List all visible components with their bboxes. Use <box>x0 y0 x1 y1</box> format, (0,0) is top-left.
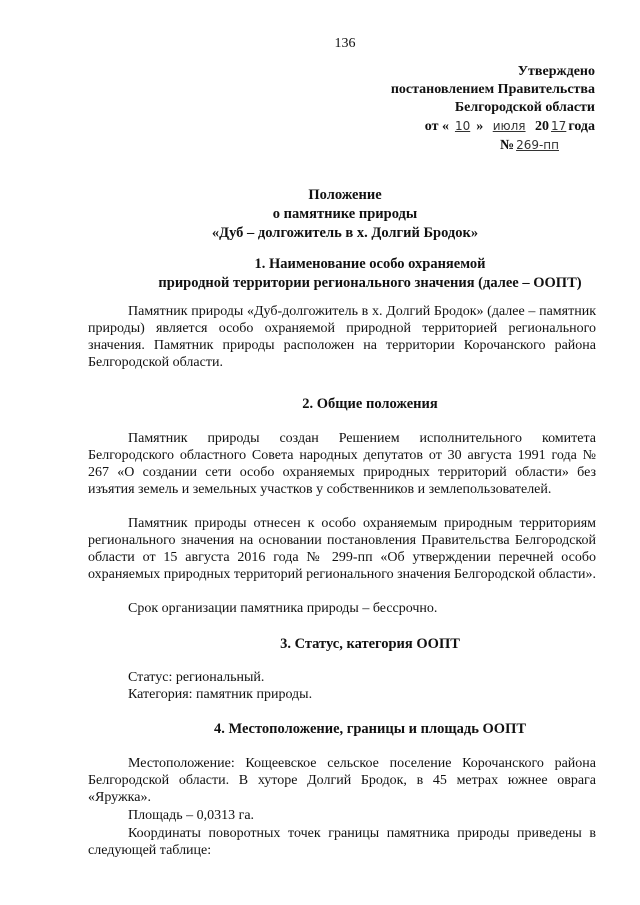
approval-line-2: постановлением Правительства <box>390 82 595 97</box>
section-2-paragraph-2: Памятник природы отнесен к особо охраняемым природным территориям регионального значения на основании постановления Правительства Белгородской области от 15 августа 2016 года № 299-пп «Об утверждении перечней особо охраняемых природных территорий регионального значения Белгородской области». <box>88 516 596 582</box>
approval-number-line <box>391 136 595 155</box>
section-3-heading-text: 3. Статус, категория ООПТ <box>280 636 460 652</box>
approval-stamp <box>391 63 595 155</box>
number-prefix: № <box>499 138 515 153</box>
document-title <box>0 186 640 243</box>
date-year-suffix: 17 <box>551 119 567 133</box>
section-2-heading <box>0 395 640 414</box>
section-1-heading-line-1: 1. Наименование особо охраняемой <box>254 256 486 272</box>
section-1-heading-line-2: природной территории регионального значения (далее – ООПТ) <box>158 275 582 291</box>
category-line: Категория: памятник природы. <box>128 687 313 702</box>
approval-line-3: Белгородской области <box>454 100 595 115</box>
area-line: Площадь – 0,0313 га. <box>128 808 255 823</box>
title-line-3: «Дуб – долгожитель в х. Долгий Бродок» <box>211 225 479 241</box>
approval-date-line <box>391 117 595 136</box>
section-4-paragraph-1: Местоположение: Кощеевское сельское поселение Корочанского района Белгородской области. В хуторе Долгий Бродок, в 45 метрах южнее оврага «Яружка». <box>88 756 596 805</box>
date-suffix: года <box>568 119 595 134</box>
page-number: 136 <box>334 36 356 51</box>
section-4-heading-text: 4. Местоположение, границы и площадь ООПТ <box>213 721 527 737</box>
section-3-heading <box>0 635 640 654</box>
date-mid: » <box>476 119 484 134</box>
title-line-1: Положение <box>308 187 382 203</box>
section-1-paragraph: Памятник природы «Дуб-долгожитель в х. Долгий Бродок» (далее – памятник природы) является особо охраняемой природной территорией регионального значения. Памятник природы расположен на территории Корочанского района Белгородской области. <box>88 304 596 370</box>
section-2-paragraph-1: Памятник природы создан Решением исполнительного комитета Белгородского областного Совета народных депутатов от 30 августа 1991 года № 267 «О создании сети особо охраняемых природных территорий области» без изъятия земель и земельных участков у собственников и землепользователей. <box>88 431 596 497</box>
date-prefix: от « <box>424 119 449 134</box>
section-2-heading-text: 2. Общие положения <box>302 396 438 412</box>
date-month: июля <box>492 119 526 133</box>
section-2-paragraph-3: Срок организации памятника природы – бессрочно. <box>128 601 438 616</box>
date-day: 10 <box>454 119 471 133</box>
status-line: Статус: региональный. <box>128 670 265 685</box>
section-4-heading <box>0 720 640 739</box>
approval-line-1: Утверждено <box>517 64 595 79</box>
section-1-heading <box>0 255 640 293</box>
number-value: 269-пп <box>516 138 559 152</box>
title-line-2: о памятнике природы <box>272 206 418 222</box>
date-year-prefix: 20 <box>535 119 550 134</box>
section-4-paragraph-2: Координаты поворотных точек границы памятника природы приведены в следующей таблице: <box>88 826 596 858</box>
